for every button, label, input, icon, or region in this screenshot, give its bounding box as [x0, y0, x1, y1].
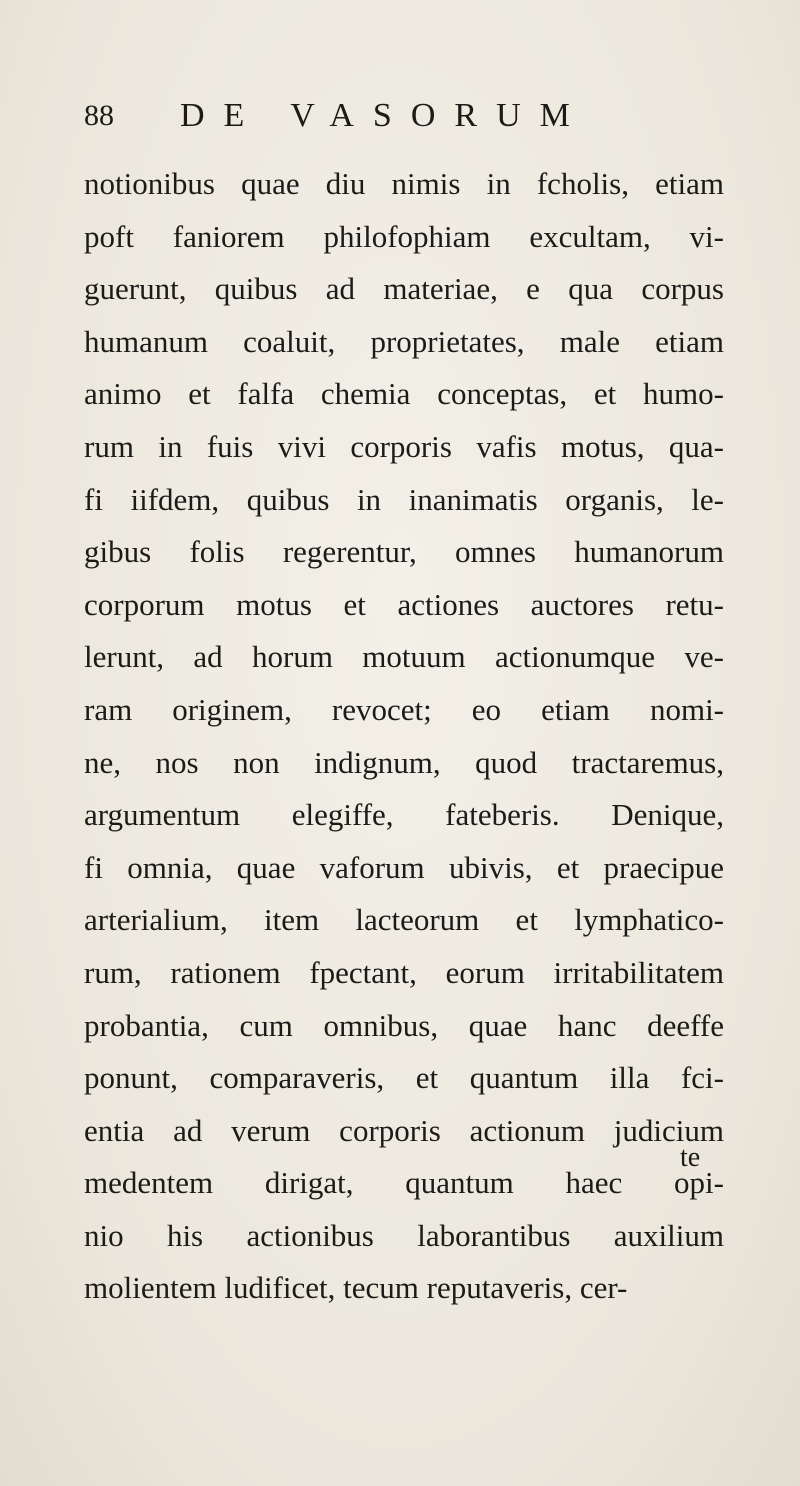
text-line: ponunt, comparaveris, et quantum illa fci- — [84, 1060, 724, 1096]
catchword: te — [680, 1142, 701, 1173]
text-line: molientem ludificet, tecum reputaveris, cer- — [84, 1270, 628, 1306]
text-line: humanum coaluit, proprietates, male etiam — [84, 323, 724, 359]
text-line: poft faniorem philofophiam excultam, vi- — [84, 218, 724, 254]
page-number: 88 — [84, 99, 114, 132]
text-line: arterialium, item lacteorum et lymphatico- — [84, 902, 724, 938]
page-header — [0, 96, 800, 146]
text-line: fi omnia, quae vaforum ubivis, et praecipue — [84, 849, 724, 885]
text-line: lerunt, ad horum motuum actionumque ve- — [84, 639, 724, 675]
body-text — [84, 164, 724, 1321]
text-line: rum, rationem fpectant, eorum irritabilitatem — [84, 954, 724, 990]
running-title: DE VASORUM — [180, 97, 589, 134]
text-line: rum in fuis vivi corporis vafis motus, qua- — [84, 428, 724, 464]
text-line: medentem dirigat, quantum haec opi- — [84, 1165, 724, 1201]
text-line: notionibus quae diu nimis in fcholis, etiam — [84, 166, 724, 201]
text-line: probantia, cum omnibus, quae hanc deeffe — [84, 1007, 724, 1043]
text-line: animo et falfa chemia conceptas, et humo- — [84, 376, 724, 412]
text-line: gibus folis regerentur, omnes humanorum — [84, 534, 724, 570]
text-line: corporum motus et actiones auctores retu- — [84, 586, 724, 622]
text-line: argumentum elegiffe, fateberis. Denique, — [84, 797, 724, 833]
text-line: entia ad verum corporis actionum judicium — [84, 1112, 724, 1148]
text-line: ram originem, revocet; eo etiam nomi- — [84, 691, 724, 727]
text-line: guerunt, quibus ad materiae, e qua corpus — [84, 271, 724, 307]
text-line: nio his actionibus laborantibus auxilium — [84, 1217, 724, 1253]
text-line: ne, nos non indignum, quod tractaremus, — [84, 744, 724, 780]
text-line: fi iifdem, quibus in inanimatis organis, le- — [84, 481, 724, 517]
